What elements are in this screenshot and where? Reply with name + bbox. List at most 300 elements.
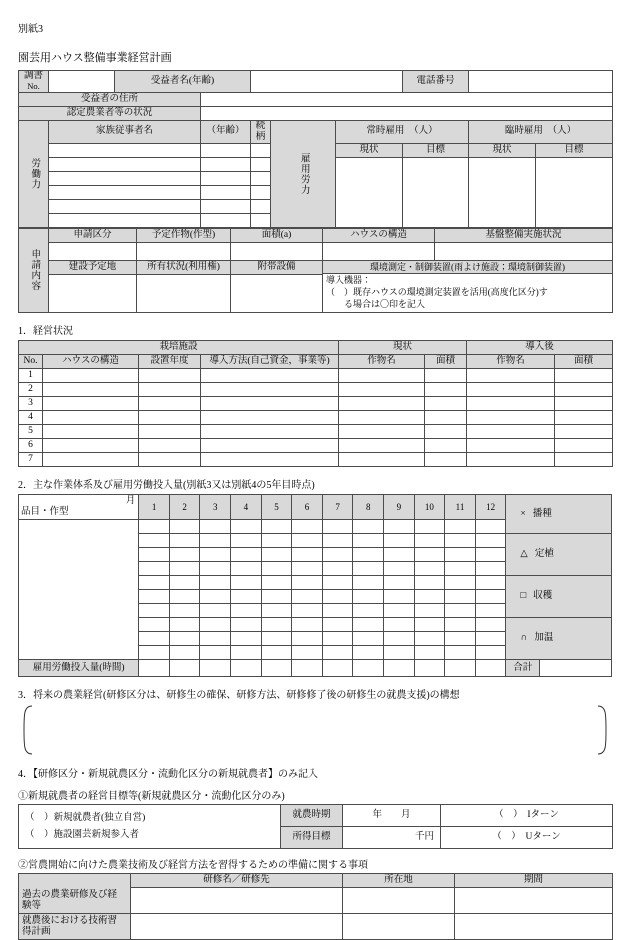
- phone-label: 電話番号: [403, 71, 469, 93]
- family-worker-relation-2[interactable]: [251, 157, 271, 171]
- grid-cell[interactable]: [139, 618, 170, 632]
- grid-cell[interactable]: [261, 520, 292, 534]
- grid-cell[interactable]: [322, 590, 353, 604]
- grid-cell[interactable]: [169, 548, 200, 562]
- grid-cell[interactable]: [231, 520, 262, 534]
- family-worker-name-3[interactable]: [49, 171, 201, 185]
- cell-intro-method[interactable]: [201, 425, 339, 439]
- month-col-7: 7: [322, 495, 353, 520]
- grid-cell[interactable]: [384, 632, 415, 646]
- cell-area-current[interactable]: [425, 369, 467, 383]
- future-training-location-value[interactable]: [343, 914, 455, 940]
- cell-install-year[interactable]: [139, 411, 201, 425]
- grid-cell[interactable]: [384, 590, 415, 604]
- grid-cell[interactable]: [231, 646, 262, 660]
- cell-house-structure[interactable]: [43, 453, 139, 467]
- grid-cell[interactable]: [292, 520, 323, 534]
- grid-cell[interactable]: [475, 534, 506, 548]
- col-crop-after-label: 作物名: [467, 355, 555, 369]
- checkbox-new-farmer-independent[interactable]: （ ）新規就農者(独立自営): [25, 812, 146, 823]
- grid-cell[interactable]: [445, 632, 476, 646]
- cell-intro-method[interactable]: [201, 383, 339, 397]
- temporary-current-value[interactable]: [469, 157, 536, 227]
- grid-cell[interactable]: [353, 590, 384, 604]
- grid-cell[interactable]: [384, 534, 415, 548]
- phone-value[interactable]: [469, 71, 613, 93]
- grid-cell[interactable]: [169, 562, 200, 576]
- grid-cell[interactable]: [169, 520, 200, 534]
- grid-cell[interactable]: [231, 590, 262, 604]
- cell-crop-current[interactable]: [339, 453, 425, 467]
- past-training-period-value[interactable]: [455, 888, 613, 914]
- labor-input-month-8[interactable]: [353, 660, 384, 677]
- cell-area-after[interactable]: [555, 383, 613, 397]
- grid-cell[interactable]: [231, 604, 262, 618]
- grid-cell[interactable]: [169, 534, 200, 548]
- grid-cell[interactable]: [414, 520, 445, 534]
- grid-cell[interactable]: [322, 632, 353, 646]
- grid-cell[interactable]: [475, 632, 506, 646]
- cell-crop-after[interactable]: [467, 369, 555, 383]
- grid-cell[interactable]: [292, 576, 323, 590]
- table-row: [19, 660, 612, 677]
- grid-cell[interactable]: [139, 548, 170, 562]
- grid-cell[interactable]: [414, 632, 445, 646]
- cell-area-after[interactable]: [555, 369, 613, 383]
- cell-area-current[interactable]: [425, 397, 467, 411]
- row-no: 6: [19, 439, 43, 453]
- cell-crop-current[interactable]: [339, 397, 425, 411]
- grid-cell[interactable]: [384, 520, 415, 534]
- cell-house-structure[interactable]: [43, 411, 139, 425]
- row-no: 5: [19, 425, 43, 439]
- section4-sub1-title: ①新規就農者の経営目標等(新規就農区分・流動化区分のみ): [18, 791, 285, 803]
- grid-cell[interactable]: [169, 576, 200, 590]
- family-worker-age-5[interactable]: [201, 199, 251, 213]
- grid-cell[interactable]: [139, 590, 170, 604]
- grid-cell[interactable]: [200, 576, 231, 590]
- legend-item-seeding: [506, 495, 612, 534]
- month-col-8: 8: [353, 495, 384, 520]
- application-category-value[interactable]: [49, 242, 137, 260]
- planned-crop-value[interactable]: [137, 242, 231, 260]
- table-row: [19, 453, 613, 467]
- month-col-3: 3: [200, 495, 231, 520]
- grid-cell[interactable]: [414, 548, 445, 562]
- grid-cell[interactable]: [231, 632, 262, 646]
- grid-cell[interactable]: [261, 576, 292, 590]
- cell-crop-current[interactable]: [339, 411, 425, 425]
- cell-area-after[interactable]: [555, 425, 613, 439]
- grid-cell[interactable]: [414, 590, 445, 604]
- row-no: 1: [19, 369, 43, 383]
- beneficiary-name-label: 受益者名(年齢): [115, 71, 251, 93]
- month-col-2: 2: [169, 495, 200, 520]
- labor-input-month-3[interactable]: [200, 660, 231, 677]
- legend-item-harvest: [506, 576, 612, 618]
- certified-farmer-label: 認定農業者等の状況: [19, 106, 201, 120]
- labor-input-month-11[interactable]: [445, 660, 476, 677]
- regular-target-value[interactable]: [403, 157, 469, 227]
- grid-cell[interactable]: [414, 604, 445, 618]
- grid-cell[interactable]: [475, 604, 506, 618]
- table-row: [19, 369, 613, 383]
- labor-input-month-7[interactable]: [322, 660, 353, 677]
- section4-title: 4．【研修区分・新規就農区分・流動化区分の新規就農者】のみ記入: [18, 769, 318, 781]
- grid-cell[interactable]: [414, 576, 445, 590]
- cell-house-structure[interactable]: [43, 425, 139, 439]
- future-training-label: 就農後における技術習 得計画: [19, 914, 131, 940]
- grid-cell[interactable]: [414, 618, 445, 632]
- grid-cell[interactable]: [261, 618, 292, 632]
- grid-cell[interactable]: [475, 646, 506, 660]
- cell-crop-current[interactable]: [339, 369, 425, 383]
- grid-cell[interactable]: [139, 646, 170, 660]
- grid-cell[interactable]: [384, 576, 415, 590]
- certified-farmer-value[interactable]: [201, 106, 613, 120]
- brace-decoration: [18, 704, 612, 756]
- env-device-line2: （ ）既存ハウスの環境測定装置を活用(高度化区分)す: [326, 287, 548, 298]
- construction-site-label: 建設予定地: [49, 260, 137, 274]
- grid-cell[interactable]: [139, 520, 170, 534]
- table-row: [19, 92, 613, 106]
- cell-area-after[interactable]: [555, 411, 613, 425]
- cell-area-after[interactable]: [555, 397, 613, 411]
- grid-cell[interactable]: [414, 534, 445, 548]
- family-worker-age-1[interactable]: [201, 143, 251, 157]
- grid-cell[interactable]: [200, 520, 231, 534]
- col-install-year-label: 設置年度: [139, 355, 201, 369]
- grid-cell[interactable]: [200, 632, 231, 646]
- new-farmer-checkboxes[interactable]: [19, 805, 281, 849]
- family-worker-relation-3[interactable]: [251, 171, 271, 185]
- section4-sub2-title: ②営農開始に向けた農業技術及び経営方法を習得するための準備に関する事項: [18, 860, 368, 872]
- labor-input-month-1[interactable]: [139, 660, 170, 677]
- labor-input-month-10[interactable]: [414, 660, 445, 677]
- grid-cell[interactable]: [353, 632, 384, 646]
- infrastructure-status-value[interactable]: [435, 242, 613, 260]
- section2-title: 2．主な作業体系及び雇用労働投入量(別紙3又は別紙4の5年目時点): [18, 480, 315, 492]
- future-training-name-value[interactable]: [131, 914, 343, 940]
- grid-cell[interactable]: [200, 618, 231, 632]
- table-row: [19, 260, 613, 274]
- income-target-value[interactable]: 千円: [343, 827, 441, 849]
- ownership-status-value[interactable]: [137, 274, 231, 313]
- temporary-employment-label: 臨時雇用 （人）: [469, 120, 613, 143]
- grid-cell[interactable]: [169, 632, 200, 646]
- house-structure-label: ハウスの構造: [323, 228, 435, 242]
- relation-label: 続柄: [251, 120, 271, 143]
- total-label: 合計: [506, 660, 540, 677]
- grid-cell[interactable]: [322, 604, 353, 618]
- cell-area-current[interactable]: [425, 453, 467, 467]
- table-row: [19, 242, 613, 260]
- table-row: [19, 120, 613, 143]
- grid-cell[interactable]: [322, 576, 353, 590]
- month-col-5: 5: [261, 495, 292, 520]
- table-row: [19, 439, 613, 453]
- labor-input-month-2[interactable]: [169, 660, 200, 677]
- grid-cell[interactable]: [139, 562, 170, 576]
- grid-cell[interactable]: [292, 632, 323, 646]
- income-target-label: 所得目標: [281, 827, 343, 849]
- cell-crop-after[interactable]: [467, 453, 555, 467]
- table-row: [19, 383, 613, 397]
- legend-symbol-planting: △: [520, 549, 528, 560]
- grid-cell[interactable]: [292, 646, 323, 660]
- grid-cell[interactable]: [353, 646, 384, 660]
- family-worker-name-6[interactable]: [49, 213, 201, 227]
- grid-cell[interactable]: [200, 562, 231, 576]
- grid-cell[interactable]: [445, 548, 476, 562]
- grid-cell[interactable]: [200, 646, 231, 660]
- labor-input-month-6[interactable]: [292, 660, 323, 677]
- checkbox-new-entrant-horticulture[interactable]: （ ）施設園芸新規参入者: [25, 829, 140, 840]
- grid-cell[interactable]: [231, 548, 262, 562]
- grid-cell[interactable]: [384, 604, 415, 618]
- grid-cell[interactable]: [231, 576, 262, 590]
- family-worker-relation-5[interactable]: [251, 199, 271, 213]
- grid-cell[interactable]: [292, 604, 323, 618]
- grid-cell[interactable]: [322, 618, 353, 632]
- labor-input-month-4[interactable]: [231, 660, 262, 677]
- env-device-header: 環境測定・制御装置(雨よけ施設；環境制御装置): [323, 261, 612, 275]
- cell-crop-after[interactable]: [467, 439, 555, 453]
- table-row: [19, 228, 613, 242]
- grid-cell[interactable]: [384, 618, 415, 632]
- grid-cell[interactable]: [353, 576, 384, 590]
- cell-crop-current[interactable]: [339, 439, 425, 453]
- grid-cell[interactable]: [261, 632, 292, 646]
- cell-area-after[interactable]: [555, 453, 613, 467]
- grid-cell[interactable]: [231, 618, 262, 632]
- grid-cell[interactable]: [445, 534, 476, 548]
- row-no: 4: [19, 411, 43, 425]
- grid-cell[interactable]: [353, 534, 384, 548]
- cell-install-year[interactable]: [139, 369, 201, 383]
- family-worker-relation-4[interactable]: [251, 185, 271, 199]
- grid-cell[interactable]: [139, 632, 170, 646]
- family-worker-name-1[interactable]: [49, 143, 201, 157]
- grid-cell[interactable]: [292, 548, 323, 562]
- family-worker-age-2[interactable]: [201, 157, 251, 171]
- cell-house-structure[interactable]: [43, 397, 139, 411]
- grid-cell[interactable]: [139, 534, 170, 548]
- cell-install-year[interactable]: [139, 397, 201, 411]
- cell-install-year[interactable]: [139, 383, 201, 397]
- attached-equipment-value[interactable]: [231, 274, 323, 313]
- col-location-label: 所在地: [343, 874, 455, 888]
- grid-cell[interactable]: [322, 548, 353, 562]
- grid-cell[interactable]: [475, 618, 506, 632]
- cell-intro-method[interactable]: [201, 369, 339, 383]
- family-worker-relation-1[interactable]: [251, 143, 271, 157]
- document-body: [18, 0, 612, 940]
- past-training-name-value[interactable]: [131, 888, 343, 914]
- cell-install-year[interactable]: [139, 453, 201, 467]
- employment-vertical-label: 雇用労力: [271, 120, 336, 227]
- total-value[interactable]: [540, 660, 612, 677]
- grid-cell[interactable]: [475, 548, 506, 562]
- grid-cell[interactable]: [139, 576, 170, 590]
- age-label: （年齢）: [201, 120, 251, 143]
- grid-cell[interactable]: [322, 534, 353, 548]
- grid-cell[interactable]: [445, 604, 476, 618]
- grid-cell[interactable]: [292, 590, 323, 604]
- grid-cell[interactable]: [261, 646, 292, 660]
- family-worker-name-4[interactable]: [49, 185, 201, 199]
- cell-install-year[interactable]: [139, 425, 201, 439]
- grid-cell[interactable]: [475, 520, 506, 534]
- cell-install-year[interactable]: [139, 439, 201, 453]
- labor-input-month-5[interactable]: [261, 660, 292, 677]
- month-col-11: 11: [445, 495, 476, 520]
- grid-cell[interactable]: [200, 534, 231, 548]
- grid-cell[interactable]: [200, 604, 231, 618]
- grid-cell[interactable]: [384, 646, 415, 660]
- grid-cell[interactable]: [322, 520, 353, 534]
- grid-cell[interactable]: [322, 646, 353, 660]
- cell-crop-after[interactable]: [467, 425, 555, 439]
- survey-no-value[interactable]: [49, 71, 115, 93]
- grid-cell[interactable]: [445, 590, 476, 604]
- grid-cell[interactable]: [231, 534, 262, 548]
- cell-crop-after[interactable]: [467, 383, 555, 397]
- grid-cell[interactable]: [445, 646, 476, 660]
- grid-cell[interactable]: [353, 562, 384, 576]
- grid-cell[interactable]: [384, 562, 415, 576]
- family-worker-age-6[interactable]: [201, 213, 251, 227]
- section4-table2: [18, 873, 613, 940]
- cell-intro-method[interactable]: [201, 439, 339, 453]
- grid-cell[interactable]: [292, 562, 323, 576]
- grid-cell[interactable]: [261, 604, 292, 618]
- construction-site-value[interactable]: [49, 274, 137, 313]
- section1-table: [18, 340, 613, 467]
- legend-text-harvest: 収穫: [533, 591, 553, 602]
- row-no: 3: [19, 397, 43, 411]
- u-turn-option[interactable]: （ ） Uターン: [441, 827, 613, 849]
- family-worker-name-2[interactable]: [49, 157, 201, 171]
- legend-symbol-harvest: □: [520, 591, 527, 602]
- env-device-body[interactable]: [323, 274, 612, 312]
- cell-house-structure[interactable]: [43, 383, 139, 397]
- cell-intro-method[interactable]: [201, 411, 339, 425]
- month-col-6: 6: [292, 495, 323, 520]
- past-training-label: 過去の農業研修及び経 験等: [19, 888, 131, 914]
- grid-cell[interactable]: [322, 562, 353, 576]
- header-table: [18, 70, 613, 228]
- cell-area-current[interactable]: [425, 383, 467, 397]
- cell-crop-after[interactable]: [467, 397, 555, 411]
- application-content-table: [18, 228, 613, 314]
- family-worker-relation-6[interactable]: [251, 213, 271, 227]
- grid-cell[interactable]: [414, 646, 445, 660]
- grid-cell[interactable]: [139, 604, 170, 618]
- grid-cell[interactable]: [475, 562, 506, 576]
- area-value[interactable]: [231, 242, 323, 260]
- grid-cell[interactable]: [445, 520, 476, 534]
- grid-cell[interactable]: [445, 576, 476, 590]
- legend-item-planting: [506, 534, 612, 576]
- start-time-value[interactable]: 年 月: [343, 805, 441, 827]
- grid-cell[interactable]: [231, 562, 262, 576]
- cell-area-after[interactable]: [555, 439, 613, 453]
- item-name-input[interactable]: [19, 520, 139, 660]
- temporary-target-value[interactable]: [536, 157, 613, 227]
- col-period-label: 期間: [455, 874, 613, 888]
- grid-cell[interactable]: [169, 590, 200, 604]
- cell-intro-method[interactable]: [201, 397, 339, 411]
- grid-cell[interactable]: [475, 576, 506, 590]
- cell-crop-after[interactable]: [467, 411, 555, 425]
- grid-cell[interactable]: [169, 646, 200, 660]
- grid-cell[interactable]: [353, 520, 384, 534]
- grid-cell[interactable]: [261, 548, 292, 562]
- grid-cell[interactable]: [414, 562, 445, 576]
- family-workers-label: 家族従事者名: [49, 120, 201, 143]
- grid-cell[interactable]: [353, 618, 384, 632]
- cell-intro-method[interactable]: [201, 453, 339, 467]
- grid-cell[interactable]: [169, 618, 200, 632]
- regular-employment-label: 常時雇用 （人）: [336, 120, 469, 143]
- house-structure-value[interactable]: [323, 242, 435, 260]
- address-value[interactable]: [201, 92, 613, 106]
- grid-cell[interactable]: [169, 604, 200, 618]
- cell-area-current[interactable]: [425, 411, 467, 425]
- labor-vertical-label: 労働力: [19, 120, 49, 227]
- table-row: [19, 425, 613, 439]
- grid-cell[interactable]: [384, 548, 415, 562]
- cell-area-current[interactable]: [425, 425, 467, 439]
- regular-current-value[interactable]: [336, 157, 403, 227]
- grid-cell[interactable]: [445, 618, 476, 632]
- family-worker-age-4[interactable]: [201, 185, 251, 199]
- cell-area-current[interactable]: [425, 439, 467, 453]
- labor-input-month-9[interactable]: [384, 660, 415, 677]
- section3-free-text-area[interactable]: [18, 704, 612, 756]
- family-worker-age-3[interactable]: [201, 171, 251, 185]
- grid-cell[interactable]: [292, 534, 323, 548]
- cell-house-structure[interactable]: [43, 369, 139, 383]
- grid-cell[interactable]: [200, 590, 231, 604]
- legend-text-heating: 加温: [534, 633, 554, 644]
- grid-cell[interactable]: [261, 590, 292, 604]
- beneficiary-name-value[interactable]: [251, 71, 403, 93]
- group-cultivation-label: 栽培施設: [19, 341, 339, 355]
- grid-cell[interactable]: [292, 618, 323, 632]
- future-training-period-value[interactable]: [455, 914, 613, 940]
- attached-equipment-label: 附帯設備: [231, 260, 323, 274]
- family-worker-name-5[interactable]: [49, 199, 201, 213]
- env-device-box: [323, 260, 613, 313]
- grid-cell[interactable]: [200, 548, 231, 562]
- cell-crop-current[interactable]: [339, 425, 425, 439]
- row-no: 2: [19, 383, 43, 397]
- grid-cell[interactable]: [445, 562, 476, 576]
- grid-cell[interactable]: [353, 604, 384, 618]
- past-training-location-value[interactable]: [343, 888, 455, 914]
- grid-cell[interactable]: [261, 562, 292, 576]
- grid-cell[interactable]: [353, 548, 384, 562]
- cell-crop-current[interactable]: [339, 383, 425, 397]
- labor-input-month-12[interactable]: [475, 660, 506, 677]
- grid-cell[interactable]: [475, 590, 506, 604]
- col-training-label: 研修名／研修先: [131, 874, 343, 888]
- i-turn-option[interactable]: （ ） Iターン: [441, 805, 613, 827]
- grid-cell[interactable]: [261, 534, 292, 548]
- cell-house-structure[interactable]: [43, 439, 139, 453]
